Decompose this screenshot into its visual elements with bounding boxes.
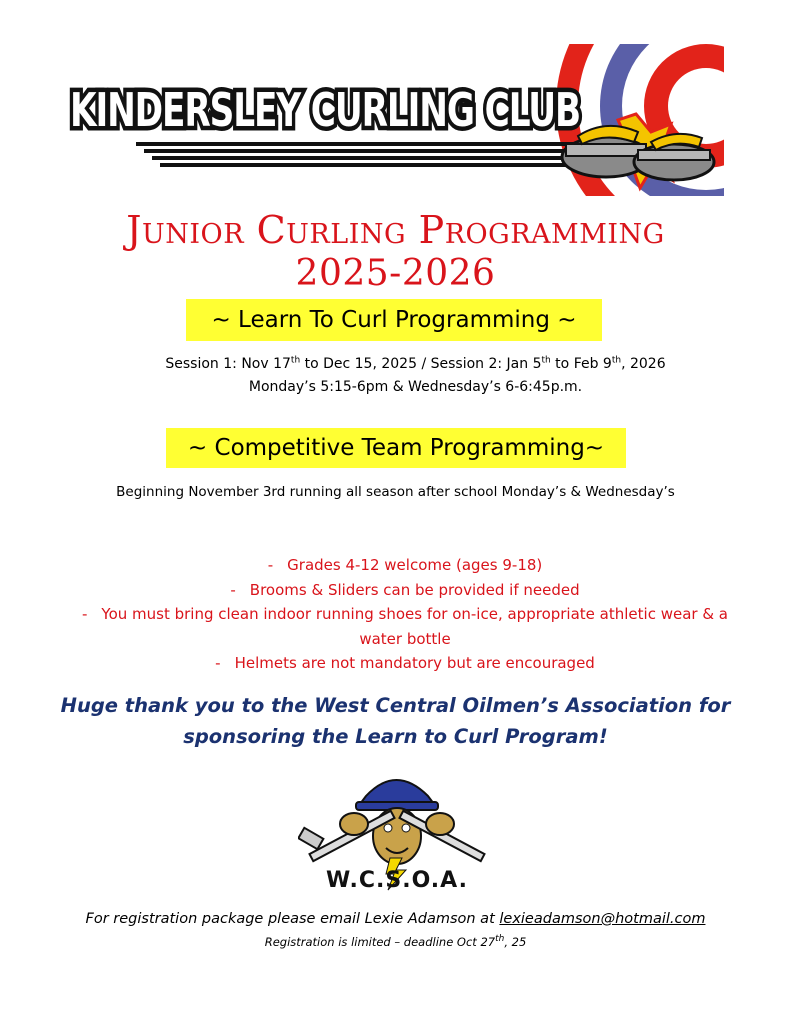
registration-info	[0, 911, 791, 927]
list-item	[60, 602, 750, 651]
registration-deadline	[0, 935, 791, 949]
list-item-text: Grades 4-12 welcome (ages 9-18)	[287, 556, 543, 574]
list-item	[60, 578, 750, 603]
session-dates-middle: to Dec 15, 2025 / Session 2: Jan 5	[300, 356, 542, 372]
competitive-heading: ~ Competitive Team Programming~	[166, 428, 626, 468]
ordinal-suffix: th	[495, 934, 505, 945]
list-item-text: Helmets are not mandatory but are encouraged	[234, 654, 595, 672]
deadline-text: Registration is limited – deadline Oct 27	[264, 935, 496, 949]
club-logo	[66, 44, 724, 196]
thanks-line-2: sponsoring the Learn to Curl Program!	[183, 725, 608, 748]
sponsor-thanks	[40, 690, 751, 752]
session-year: , 2026	[621, 356, 666, 372]
session-dates	[0, 356, 791, 372]
sponsor-name: W.C.S.O.A.	[326, 868, 468, 893]
ordinal-suffix: th	[290, 355, 301, 366]
curling-stones	[562, 126, 714, 180]
bullet-dash: -	[230, 580, 236, 599]
bullet-dash: -	[215, 654, 221, 672]
email-link[interactable]: lexieadamson@hotmail.com	[499, 911, 706, 927]
registration-text: For registration package please email Lexie Adamson at	[85, 911, 500, 927]
list-item-text: Brooms & Sliders can be provided if needed	[249, 580, 580, 599]
club-name-text: KINDERSLEY CURLING CLUB	[70, 83, 580, 137]
deadline-year: , 25	[504, 935, 527, 949]
season-year: 2025-2026	[295, 253, 496, 294]
requirements-list	[60, 553, 750, 676]
bullet-dash: -	[81, 605, 88, 623]
ordinal-suffix: th	[611, 355, 622, 366]
session-times: Monday’s 5:15-6pm & Wednesday’s 6-6:45p.m.	[248, 379, 583, 395]
club-banner	[66, 44, 724, 196]
list-item-text: You must bring clean indoor running shoes for on-ice, appropriate athletic wear & a water bottle	[101, 605, 728, 648]
learn-to-curl-heading: ~ Learn To Curl Programming ~	[186, 299, 602, 341]
ordinal-suffix: th	[541, 355, 551, 366]
list-item	[60, 651, 750, 676]
competitive-description: Beginning November 3rd running all season after school Monday’s & Wednesday’s	[116, 484, 675, 500]
session-1-start: Session 1: Nov 17	[165, 356, 291, 372]
list-item	[60, 553, 750, 578]
session-2-end: to Feb 9	[550, 356, 612, 372]
bullet-dash: -	[267, 556, 274, 574]
page-title: Junior Curling Programming	[126, 208, 665, 252]
thanks-line-1: Huge thank you to the West Central Oilmen’s Association for	[60, 694, 731, 717]
